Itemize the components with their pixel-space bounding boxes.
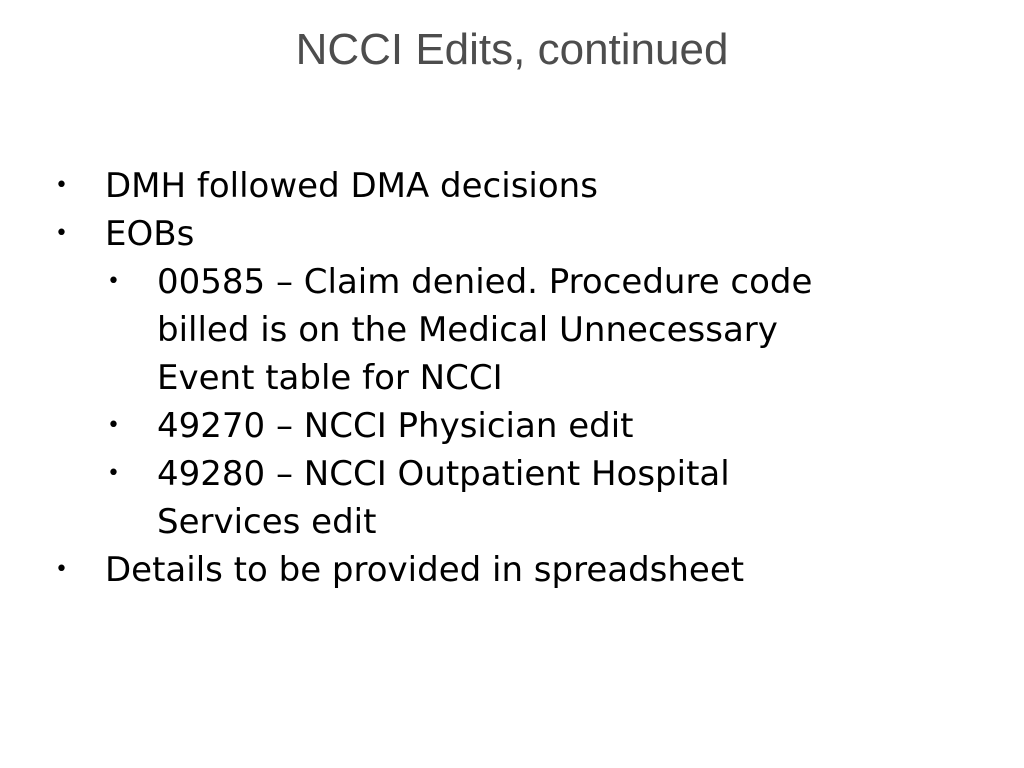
bullet-text: Details to be provided in spreadsheet	[105, 550, 745, 590]
bullet-text-line: Event table for NCCI	[157, 358, 503, 398]
bullet-text-line: Services edit	[157, 502, 377, 542]
bullet-item-dmh	[0, 162, 1024, 210]
bullet-text: 49270 – NCCI Physician edit	[157, 406, 634, 446]
bullet-icon: •	[107, 413, 120, 438]
slide-title: NCCI Edits, continued	[295, 25, 729, 74]
sub-bullet-item-49280	[0, 450, 1024, 546]
bullet-list	[0, 162, 1024, 594]
bullet-text: EOBs	[105, 214, 195, 254]
bullet-icon: •	[55, 557, 68, 582]
bullet-icon: •	[107, 461, 120, 486]
bullet-icon: •	[107, 269, 120, 294]
bullet-icon: •	[55, 221, 68, 246]
sub-bullet-item-49270	[0, 402, 1024, 450]
bullet-item-eobs	[0, 210, 1024, 258]
bullet-item-details	[0, 546, 1024, 594]
bullet-text-line: billed is on the Medical Unnecessary	[157, 310, 778, 350]
bullet-icon: •	[55, 173, 68, 198]
bullet-text: DMH followed DMA decisions	[105, 166, 598, 206]
bullet-text-line: 00585 – Claim denied. Procedure code	[157, 262, 813, 302]
bullet-text-line: 49280 – NCCI Outpatient Hospital	[157, 454, 730, 494]
sub-bullet-item-00585	[0, 258, 1024, 402]
